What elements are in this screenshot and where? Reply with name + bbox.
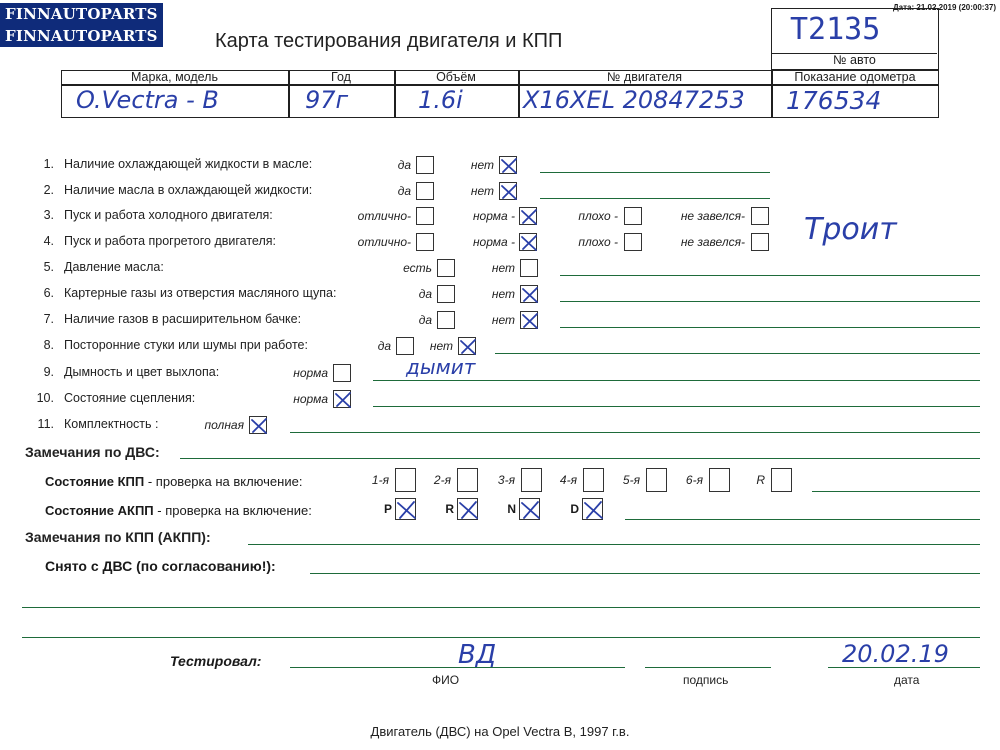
gear-label: 2-я — [433, 473, 451, 487]
item-number: 4. — [43, 234, 54, 248]
removed-line — [310, 573, 980, 574]
option-label: есть — [403, 261, 432, 275]
header-col-odometer: Показание одометра — [794, 70, 916, 84]
note-item4: Троит — [804, 212, 897, 247]
option-label: нет — [491, 313, 515, 327]
tested-by-sign-line — [645, 667, 771, 668]
header-col-engine-number: № двигателя — [607, 70, 682, 84]
option-label: не завелся- — [680, 209, 745, 223]
checkbox-checked[interactable] — [333, 390, 351, 408]
gear-label: 4-я — [559, 473, 577, 487]
date-stamp: Дата: 21.02.2019 (20:00:37) — [892, 3, 996, 12]
checkbox-checked[interactable] — [520, 311, 538, 329]
option-label: да — [377, 339, 391, 353]
item-number: 10. — [36, 391, 54, 405]
item-number: 7. — [43, 312, 54, 326]
checkbox[interactable] — [624, 207, 642, 225]
tested-by-label: Тестировал: — [170, 653, 262, 669]
automatic-label: Состояние АКПП - проверка на включение: — [45, 503, 312, 518]
checkbox[interactable] — [437, 285, 455, 303]
card-number-label: № авто — [833, 53, 876, 67]
remarks-gearbox-line — [248, 544, 980, 545]
checkbox[interactable] — [416, 207, 434, 225]
item-number: 5. — [43, 260, 54, 274]
checkbox[interactable] — [624, 233, 642, 251]
checkbox-checked[interactable] — [519, 233, 537, 251]
checkbox-checked[interactable] — [499, 182, 517, 200]
remarks-gearbox-label: Замечания по КПП (АКПП): — [25, 529, 211, 545]
header-col-volume: Объём — [436, 70, 476, 84]
mode-label: P — [383, 502, 392, 516]
checkbox[interactable] — [751, 207, 769, 225]
value-odometer: 176534 — [786, 86, 882, 115]
item-label: Состояние сцепления: — [64, 391, 196, 405]
option-label: нет — [470, 184, 494, 198]
value-volume: 1.6i — [418, 86, 463, 114]
option-label: отлично- — [357, 209, 411, 223]
checkbox-checked[interactable] — [499, 156, 517, 174]
item-number: 3. — [43, 208, 54, 222]
gear-label: R — [756, 473, 765, 487]
checkbox[interactable] — [437, 259, 455, 277]
gear-checkbox[interactable] — [583, 468, 604, 492]
option-label: да — [397, 158, 411, 172]
gear-label: 1-я — [371, 473, 389, 487]
option-label: норма — [293, 392, 328, 406]
logo-top: FINNAUTOPARTS — [0, 3, 163, 25]
item-answer-line — [495, 353, 980, 354]
option-label: норма - — [472, 235, 515, 249]
mode-label: R — [445, 502, 454, 516]
option-label: да — [397, 184, 411, 198]
item-number: 2. — [43, 183, 54, 197]
option-label: нет — [429, 339, 453, 353]
tested-by-name-hand: ВД — [458, 640, 497, 670]
gearbox-label: Состояние КПП - проверка на включение: — [45, 474, 303, 489]
blank-line-1 — [22, 607, 980, 608]
checkbox[interactable] — [416, 156, 434, 174]
item-number: 1. — [43, 157, 54, 171]
checkbox-checked[interactable] — [520, 285, 538, 303]
item-answer-line — [540, 198, 770, 199]
gear-label: 3-я — [497, 473, 515, 487]
option-label: отлично- — [357, 235, 411, 249]
gear-checkbox[interactable] — [457, 468, 478, 492]
option-label: да — [418, 313, 432, 327]
checkbox-checked[interactable] — [249, 416, 267, 434]
checkbox[interactable] — [416, 182, 434, 200]
remarks-engine-label: Замечания по ДВС: — [25, 444, 160, 460]
value-engine-number: X16XEL 20847253 — [523, 86, 745, 114]
mode-checkbox-checked[interactable] — [582, 498, 603, 520]
logo-bottom: FINNAUTOPARTS — [0, 25, 163, 47]
item-label: Дымность и цвет выхлопа: — [64, 365, 220, 379]
page-title: Карта тестирования двигателя и КПП — [215, 30, 563, 52]
item-answer-line — [560, 275, 980, 276]
item-label: Посторонние стуки или шумы при работе: — [64, 338, 308, 352]
card-number-value: T2135 — [790, 12, 881, 47]
mode-checkbox-checked[interactable] — [519, 498, 540, 520]
option-label: плохо - — [578, 235, 618, 249]
checkbox[interactable] — [396, 337, 414, 355]
remarks-engine-line — [180, 458, 980, 459]
gear-checkbox[interactable] — [521, 468, 542, 492]
gear-checkbox[interactable] — [395, 468, 416, 492]
item-label: Наличие охлаждающей жидкости в масле: — [64, 157, 313, 171]
item-answer-line — [373, 406, 980, 407]
gear-label: 6-я — [685, 473, 703, 487]
mode-checkbox-checked[interactable] — [395, 498, 416, 520]
checkbox-checked[interactable] — [519, 207, 537, 225]
gear-label: 5-я — [622, 473, 640, 487]
mode-label: N — [507, 502, 516, 516]
option-label: да — [418, 287, 432, 301]
option-label: нет — [491, 261, 515, 275]
item-label: Наличие газов в расширительном бачке: — [64, 312, 302, 326]
checkbox-checked[interactable] — [458, 337, 476, 355]
item-label: Комплектность : — [64, 417, 159, 431]
option-label: нет — [491, 287, 515, 301]
option-label: плохо - — [578, 209, 618, 223]
header-col-model: Марка, модель — [130, 70, 218, 84]
option-label: не завелся- — [680, 235, 745, 249]
tested-by-name-caption: ФИО — [432, 673, 460, 687]
value-year: 97г — [305, 86, 349, 114]
checkbox[interactable] — [437, 311, 455, 329]
item-answer-line — [560, 301, 980, 302]
gearbox-line — [812, 491, 980, 492]
item-label: Картерные газы из отверстия масляного щупа: — [64, 286, 337, 300]
checkbox[interactable] — [333, 364, 351, 382]
gear-checkbox[interactable] — [646, 468, 667, 492]
item-number: 9. — [43, 365, 54, 379]
footer-caption: Двигатель (ДВС) на Opel Vectra B, 1997 г.в. — [370, 724, 630, 739]
blank-line-2 — [22, 637, 980, 638]
item-label: Пуск и работа холодного двигателя: — [64, 208, 273, 222]
checkbox[interactable] — [751, 233, 769, 251]
item-number: 11. — [37, 417, 54, 431]
item-answer-line — [560, 327, 980, 328]
gear-checkbox[interactable] — [709, 468, 730, 492]
item-number: 6. — [43, 286, 54, 300]
option-label: нет — [470, 158, 494, 172]
card-number-box — [771, 8, 939, 70]
header-col-year: Год — [331, 70, 351, 84]
item-answer-line — [540, 172, 770, 173]
automatic-line — [625, 519, 980, 520]
tested-by-date-hand: 20.02.19 — [842, 640, 949, 668]
item-label: Пуск и работа прогретого двигателя: — [64, 234, 276, 248]
tested-by-date-caption: дата — [894, 673, 920, 687]
option-label: полная — [204, 418, 244, 432]
value-model: O.Vectra - B — [76, 86, 219, 114]
mode-checkbox-checked[interactable] — [457, 498, 478, 520]
item-number: 8. — [43, 338, 54, 352]
item-answer-line — [290, 432, 980, 433]
removed-label: Снято с ДВС (по согласованию!): — [45, 558, 276, 574]
checkbox[interactable] — [520, 259, 538, 277]
mode-label: D — [570, 502, 579, 516]
option-label: норма - — [472, 209, 515, 223]
item-answer-line — [373, 380, 980, 381]
checkbox[interactable] — [416, 233, 434, 251]
item-label: Давление масла: — [64, 260, 164, 274]
note-item9: дымит — [406, 355, 476, 379]
item-label: Наличие масла в охлаждающей жидкости: — [64, 183, 313, 197]
tested-by-sign-caption: подпись — [683, 673, 729, 687]
gear-checkbox[interactable] — [771, 468, 792, 492]
option-label: норма — [293, 366, 328, 380]
